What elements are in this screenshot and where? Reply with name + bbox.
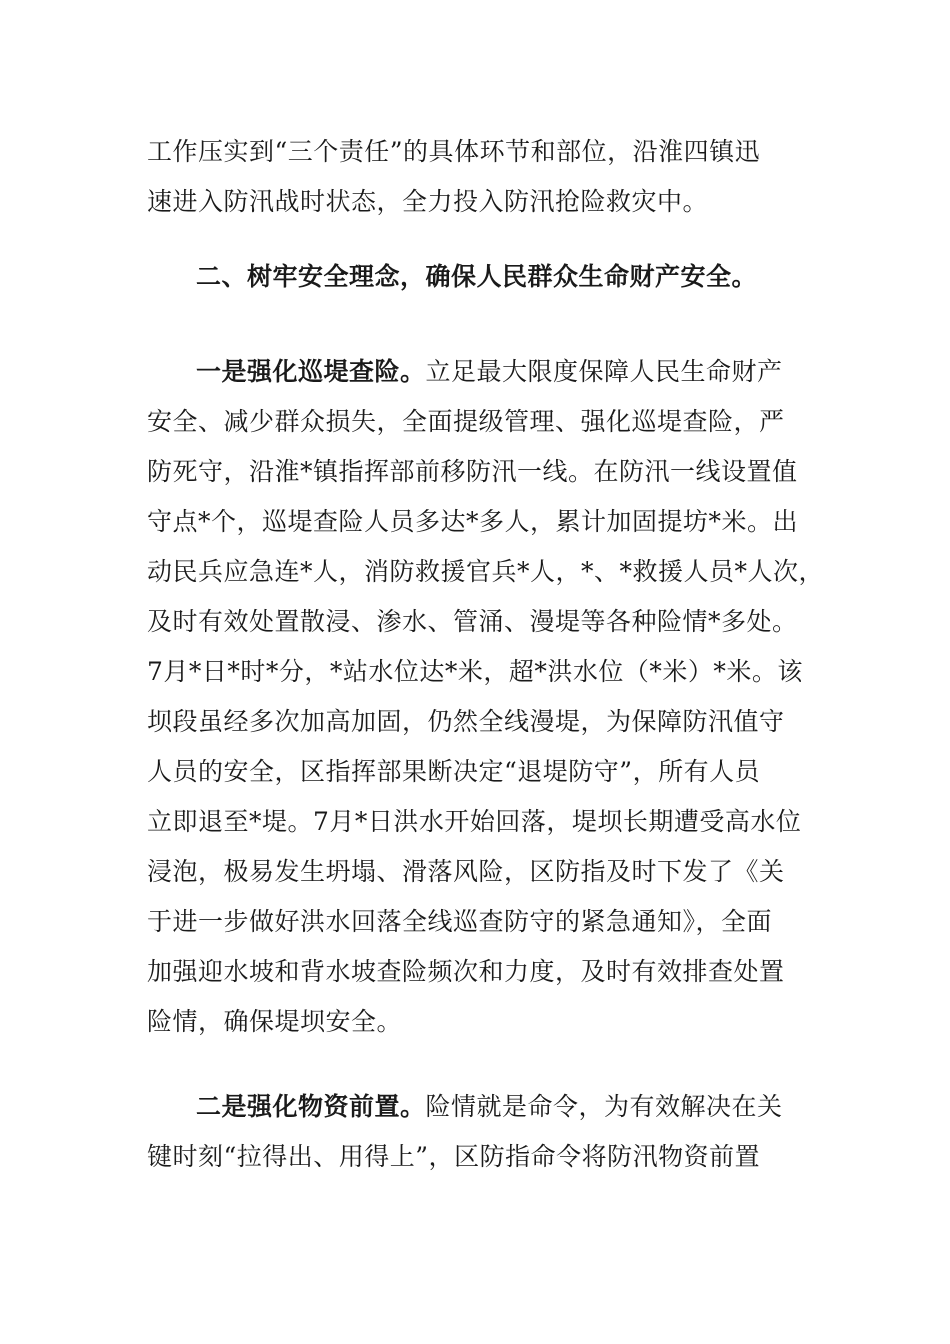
paragraph-line: 守点*个，巡堤查险人员多达*多人，累计加固提坊*米。出	[147, 507, 799, 536]
paragraph-line: 人员的安全，区指挥部果断决定“退堤防守”，所有人员	[147, 757, 761, 786]
paragraph-line: 加强迎水坡和背水坡查险频次和力度，及时有效排查处置	[147, 957, 785, 986]
paragraph-line: 7月*日*时*分，*站水位达*米，超*洪水位（*米）*米。该	[147, 657, 803, 686]
paragraph-line: 键时刻“拉得出、用得上”，区防指命令将防汛物资前置	[147, 1142, 761, 1171]
paragraph-first-line	[196, 1092, 783, 1122]
section-heading: 二、树牢安全理念，确保人民群众生命财产安全。	[196, 262, 758, 291]
paragraph-line: 工作压实到“三个责任”的具体环节和部位，沿淮四镇迅	[147, 137, 761, 166]
paragraph-text: 立足最大限度保障人民生命财产	[425, 357, 783, 386]
paragraph-lead: 一是强化巡堤查险。	[196, 357, 426, 386]
paragraph-first-line	[196, 357, 783, 387]
paragraph-line: 浸泡，极易发生坍塌、滑落风险，区防指及时下发了《关	[147, 857, 785, 886]
paragraph-line: 险情，确保堤坝安全。	[147, 1007, 403, 1036]
paragraph-line: 防死守，沿淮*镇指挥部前移防汛一线。在防汛一线设置值	[147, 457, 798, 486]
paragraph-line: 动民兵应急连*人，消防救援官兵*人，*、*救援人员*人次，	[147, 557, 825, 586]
paragraph-line: 坝段虽经多次加高加固，仍然全线漫堤，为保障防汛值守	[147, 707, 785, 736]
paragraph-lead: 二是强化物资前置。	[196, 1092, 426, 1121]
paragraph-line: 于进一步做好洪水回落全线巡查防守的紧急通知》，全面	[147, 907, 773, 936]
paragraph-line: 立即退至*堤。7月*日洪水开始回落，堤坝长期遭受高水位	[147, 807, 802, 836]
paragraph-line: 及时有效处置散浸、渗水、管涌、漫堤等各种险情*多处。	[147, 607, 798, 636]
paragraph-text: 险情就是命令，为有效解决在关	[425, 1092, 783, 1121]
paragraph-line: 安全、减少群众损失，全面提级管理、强化巡堤查险，严	[147, 407, 785, 436]
paragraph-line: 速进入防汛战时状态，全力投入防汛抢险救灾中。	[147, 187, 709, 216]
